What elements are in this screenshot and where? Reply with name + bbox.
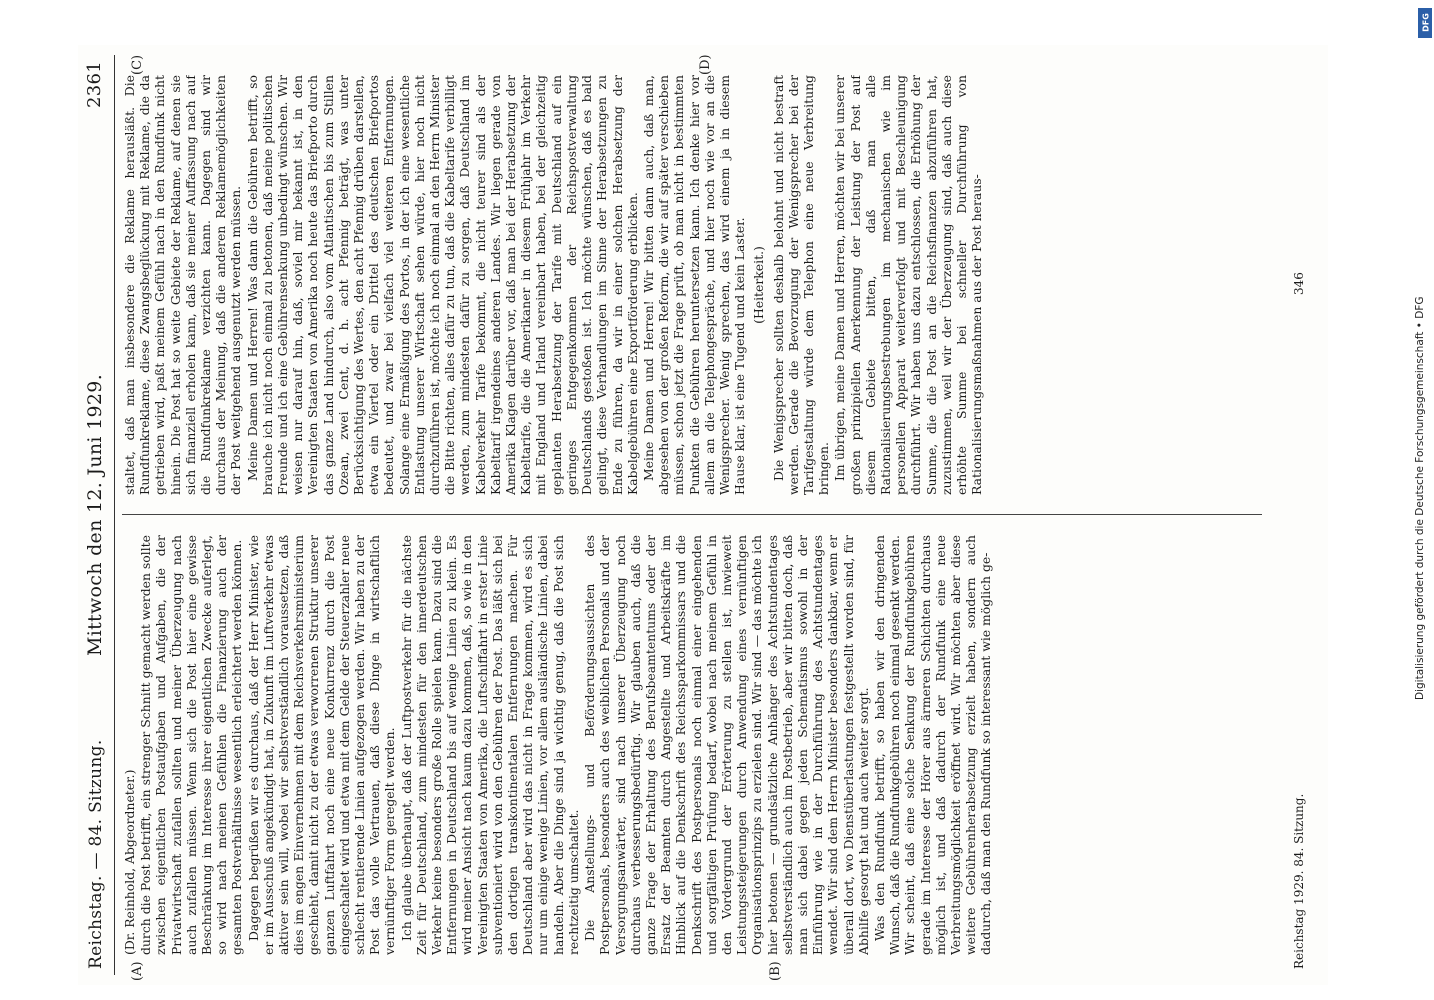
paragraph: Dagegen begrüßen wir es durchaus, daß der Herr Minister, wie er im Ausschuß angekündigt hat, in Zukunft im Luftverkehr etwas aktiver sein will, wobei wir selbstverständlich voraussetzen, daß dies im engen Einvernehmen mit dem Reichsverkehrsministerium geschieht, damit nicht zu der etwas verworrenen Struktur unserer ganzen Luftfahrt noch eine neue Konkurrenz durch die Post eingeschaltet wird und etwa mit dem Gelde der Steuerzahler neue schlecht rentierende Linien aufgezogen werden. Wir haben zu der Post das volle Vertrauen, daß diese Dinge in wirtschaftlich vernünftiger Form geregelt werden.	[245, 535, 398, 955]
paragraph: Im übrigen, meine Damen und Herren, möchten wir bei unserer großen prinzipiellen Anerkennung der Leistung der Post auf diesem Gebiete bitten, daß man alle Rationalisierungsbestrebungen im mechanischen wie im personellen Apparat weiterverfolgt und mit Beschleunigung durchführt. Wir haben uns dazu entschlossen, die Erhöhung der Summe, die die Post an die Reichsfinanzen abzuführen hat, zuzustimmen, weil wir der Überzeugung sind, daß auch diese erhöhte Summe bei schneller Durchführung von Rationalisierungsmaßnahmen aus der Post heraus-	[832, 75, 985, 495]
margin-mark-c: (C)	[130, 54, 145, 75]
page-header	[78, 45, 114, 985]
margin-mark-b: (B)	[768, 961, 783, 981]
footer-session: Reichstag 1929. 84. Sitzung.	[1292, 793, 1306, 969]
rotated-page	[78, 45, 1328, 985]
header-session: Reichstag. — 84. Sitzung.	[86, 739, 106, 969]
dfg-logo	[1418, 8, 1432, 38]
paragraph: staltet, daß man insbesondere die Reklame herausläßt. Die Rundfunkreklame, diese Zwangsbeglückung mit Reklame, die da getrieben wird, paßt meinem Gefühl nach in den Rundfunk nicht hinein. Die Post hat so weite Gebiete der Reklame, auf denen sie sich finanziell erholen kann, daß sie meiner Auffassung nach auf die Rundfunkreklame verzichten kann. Dagegen sind wir durchaus der Meinung, daß die anderen Reklamemöglichkeiten der Post weitgehend ausgenutzt werden müssen.	[122, 75, 244, 495]
left-text-column	[122, 535, 1282, 955]
footer-signature-number: 346	[1292, 272, 1306, 295]
margin-mark-d: (D)	[698, 54, 713, 75]
margin-mark-a: (A)	[130, 961, 145, 981]
header-rule	[114, 55, 115, 975]
paragraph: (Dr. Reinhold, Abgeordneter.)	[122, 769, 137, 955]
paragraph: (Heiterkeit.)	[751, 246, 767, 324]
digitization-note	[1408, 0, 1434, 1000]
paragraph: Ich glaube überhaupt, daß der Luftpostverkehr für die nächste Zeit für Deutschland, zum mindesten für den innerdeutschen Verkehr keine besonders große Rolle spielen kann. Dazu sind die Entfernungen in Deutschland bis auf wenige Linien zu klein. Es wird meiner Ansicht nach kaum dazu kommen, daß, so wie in den Vereinigten Staaten von Amerika, die Luftschiffahrt in erster Linie subventioniert wird von den Gebühren der Post. Das läßt sich bei den dortigen transkontinentalen Entfernungen machen. Für Deutschland aber wird das nicht in Frage kommen, wird es sich nur um einige wenige Linien, vor allem ausländische Linien, dabei handeln. Aber die Dinge sind ja wichtig genug, daß die Post sich rechtzeitig umschaltet.	[398, 535, 581, 955]
paragraph: Die Wenigsprecher sollten deshalb belohnt und nicht bestraft werden. Gerade die Bevorzugung der Wenigsprecher bei der Tarifgestaltung würde dem Telephon eine neue Verbreitung bringen.	[770, 75, 832, 495]
dfg-logo-text: DFG	[1421, 13, 1431, 32]
paragraph: Was den Rundfunk betrifft, so haben wir den dringenden Wunsch, daß die Rundfunkgebühren noch einmal gesenkt werden. Wir scheint, daß eine solche Senkung der Rundfunkgebühren gerade im Interesse der Hörer aus ärmeren Schichten durchaus möglich ist, und daß dadurch der Rundfunk eine neue Verbreitungsmöglichkeit eröffnet wird. Wir möchten aber diese weitere Gebührenherabsetzung erzielt haben, sondern auch dadurch, daß man den Rundfunk so interessant wie möglich ge-	[871, 535, 994, 955]
column-divider	[122, 514, 1262, 515]
header-page-number: 2361	[84, 61, 105, 109]
paragraph: durch die Post betrifft, ein strenger Schnitt gemacht werden sollte zwischen eigentlichen Postaufgaben und Aufgaben, die der Privatwirtschaft zufallen sollten und meiner Überzeugung nach auch zufallen müssen. Wenn sich die Post hier eine gewisse Beschränkung im Interesse ihrer eigentlichen Zwecke auferlegt, so wird nach meinen Gefühlen die Finanzierung auch der gesamten Postverhältnisse wesentlich erleichtert werden können.	[138, 535, 245, 955]
paragraph: Meine Damen und Herren! Wir bitten dann auch, daß man, abgesehen von der großen Reform, die wir auf später verschieben müssen, schon jetzt die Frage prüft, ob man nicht in bestimmten Punkten die Gebühren heruntersetzen kann. Ich denke hier vor allem an die Telephongespräche, und hier noch wie vor an die Wenigsprecher. Wenig sprechen, das wird einem ja in diesem Hause klar, ist eine Tugend und kein Laster.	[640, 75, 748, 495]
paragraph: Die Anstellungs- und Beförderungsaussichten des Postpersonals, besonders auch des weiblichen Personals und der Versorgungsanwärter, sind nach unserer Überzeugung noch durchaus verbesserungsbedürftig. Wir glauben auch, daß die ganze Frage der Erhaltung des Berufsbeamtentums oder der Ersatz der Beamten durch Angestellte und Arbeitskräfte im Hinblick auf die Denkschrift des Reichssparkommissars und die Denkschrift des Postpersonals noch einmal einer eingehenden und sorgfältigen Prüfung bedarf, wobei nach meinem Gefühl in den Vordergrund der Erörterung zu stellen ist, inwieweit Leistungssteigerungen durch Anwendung eines vernünftigen Organisationsprinzips zu erzielen sind. Wir sind — das möchte ich hier betonen — grundsätzliche Anhänger des Achtstundentages selbstverständlich auch im Postbetrieb, aber wir bitten doch, daß man sich dabei gegen jeden Schematismus sowohl in der Einführung wie in der Durchführung des Achtstundentages wendet. Wir sind dem Herrn Minister besonders dankbar, wenn er überall dort, wo Dienstüberlastungen festgestellt worden sind, für Abhilfe gesorgt hat und auch weiter sorgt.	[582, 535, 871, 955]
header-date: Mittwoch den 12. Juni 1929.	[84, 373, 106, 657]
paragraph: Meine Damen und Herren! Was dann die Gebühren betrifft, so brauche ich nicht noch einmal zu betonen, daß meine politischen Freunde und ich eine Gebührensenkung unbedingt wünschen. Wir weisen nur darauf hin, daß, soviel mir bekannt ist, in den Vereinigten Staaten von Amerika noch heute das Briefporto durch das ganze Land hindurch, also vom Atlantischen bis zum Stillen Ozean, zwei Cent, d. h. acht Pfennig beträgt, was unter Berücksichtigung des Wertes, den acht Pfennig drüben darstellen, etwa ein Viertel oder ein Drittel des deutschen Briefportos bedeutet, und zwar bei vielfach viel weiteren Entfernungen. Solange eine Ermäßigung des Portos, in der ich eine wesentliche Entlastung unserer Wirtschaft sehen würde, hier noch nicht durchzuführen ist, möchte ich noch einmal an den Herrn Minister die Bitte richten, alles dafür zu tun, daß die Kabeltarife verbilligt werden, zum mindesten dafür zu sorgen, daß Deutschland im Kabelverkehr Tarife bekommt, die nicht teurer sind als der Kabeltarif irgendeines anderen Landes. Wir liegen gerade von Amerika Klagen darüber vor, daß man bei der Herabsetzung der Kabeltarife, die die Amerikaner in diesem Frühjahr im Verkehr mit England und Irland vereinbart haben, bei der gleichzeitig geplanten Herabsetzung der Tarife mit Deutschland auf ein geringes Entgegenkommen der Reichspostverwaltung Deutschlands gestoßen ist. Ich möchte wünschen, daß es bald gelingt, diese Verhandlungen im Sinne der Herabsetzungen zu Ende zu führen, da wir in einer solchen Herabsetzung der Kabelgebühren eine Exportförderung erblicken.	[244, 75, 640, 495]
digitization-text: Digitalisierung gefördert durch die Deutsche Forschungsgemeinschaft • DFG	[1414, 296, 1426, 700]
right-text-column	[122, 75, 1282, 495]
